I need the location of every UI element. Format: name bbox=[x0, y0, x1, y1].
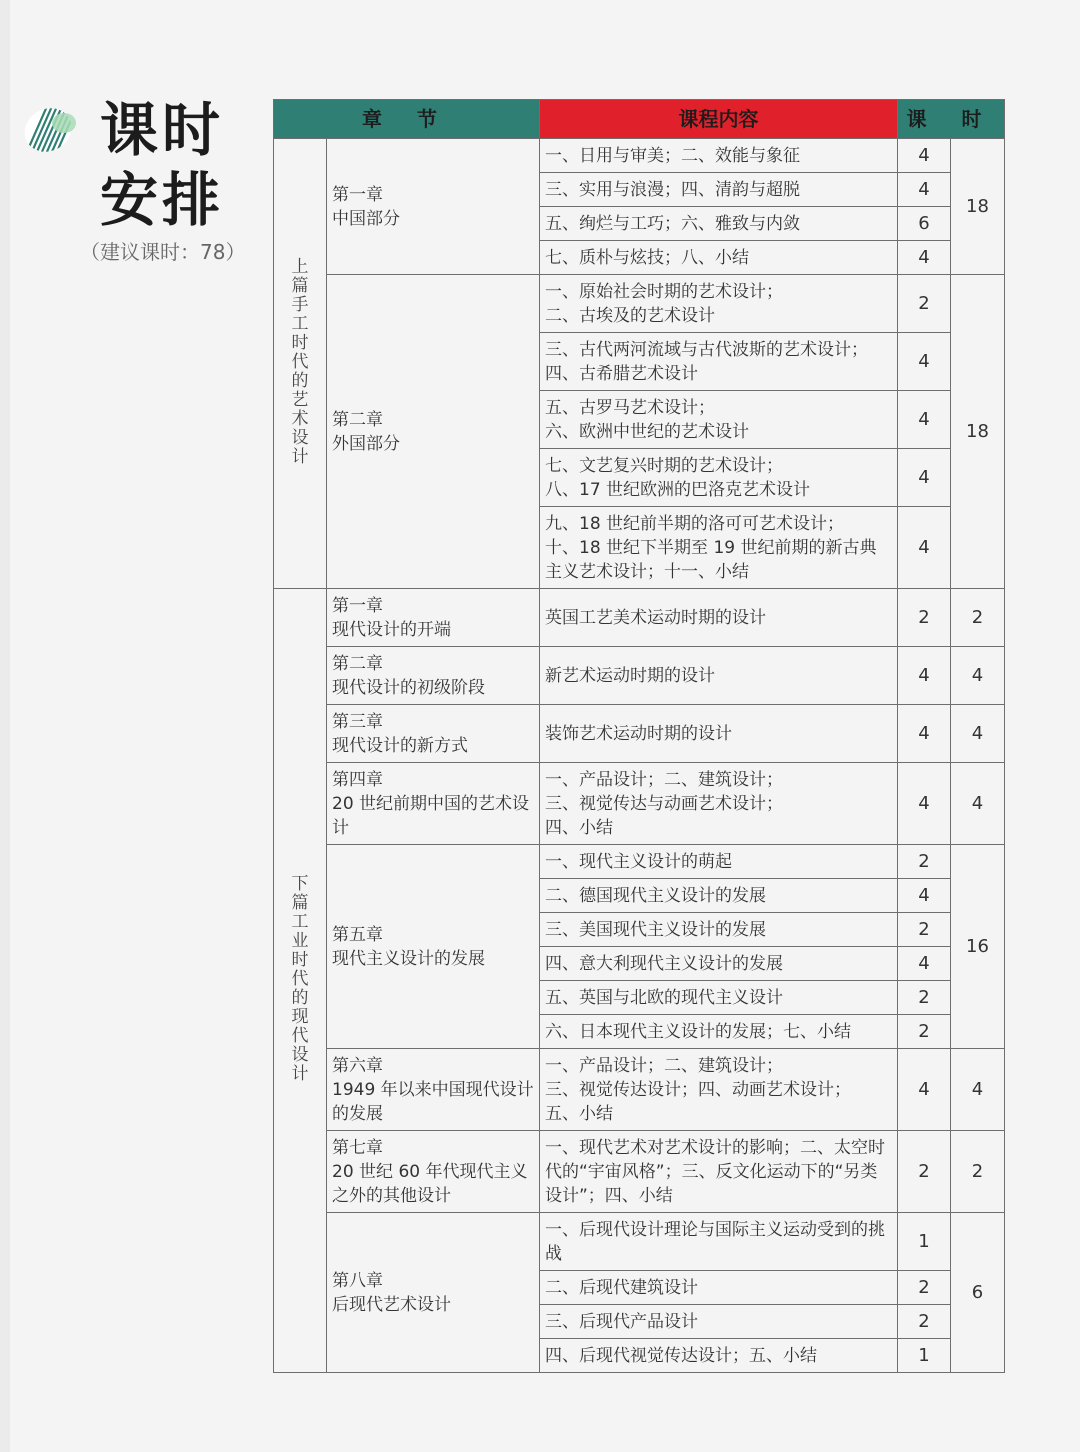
content-cell: 英国工艺美术运动时期的设计 bbox=[540, 589, 898, 647]
content-cell: 一、产品设计；二、建筑设计； 三、视觉传达与动画艺术设计； 四、小结 bbox=[540, 763, 898, 845]
content-cell: 二、后现代建筑设计 bbox=[540, 1271, 898, 1305]
subtotal-cell: 2 bbox=[951, 1131, 1005, 1213]
chapter-cell: 第二章 外国部分 bbox=[327, 275, 540, 589]
part-upper bbox=[274, 139, 327, 589]
chapter-cell: 第四章 20 世纪前期中国的艺术设计 bbox=[327, 763, 540, 845]
table-row bbox=[274, 1131, 1005, 1213]
hours-cell: 4 bbox=[898, 647, 951, 705]
content-cell: 一、原始社会时期的艺术设计； 二、古埃及的艺术设计 bbox=[540, 275, 898, 333]
hours-cell: 4 bbox=[898, 879, 951, 913]
table-row bbox=[274, 589, 1005, 647]
table-row bbox=[274, 647, 1005, 705]
part-label: 下篇 工业时代的现代设计 bbox=[291, 874, 309, 1084]
hours-cell: 4 bbox=[898, 763, 951, 845]
part-label: 上篇 手工时代的艺术设计 bbox=[291, 257, 309, 467]
content-cell: 一、后现代设计理论与国际主义运动受到的挑战 bbox=[540, 1213, 898, 1271]
content-cell: 装饰艺术运动时期的设计 bbox=[540, 705, 898, 763]
subtotal-cell: 4 bbox=[951, 647, 1005, 705]
content-cell: 五、英国与北欧的现代主义设计 bbox=[540, 981, 898, 1015]
hours-cell: 4 bbox=[898, 241, 951, 275]
col-content: 课程内容 bbox=[540, 100, 898, 139]
page-edge bbox=[0, 0, 10, 1452]
part-lower bbox=[274, 589, 327, 1373]
hours-cell: 2 bbox=[898, 1271, 951, 1305]
striped-leaf-logo bbox=[22, 104, 80, 154]
chapter-cell: 第六章 1949 年以来中国现代设计的发展 bbox=[327, 1049, 540, 1131]
hours-cell: 2 bbox=[898, 1015, 951, 1049]
col-chapter: 章 节 bbox=[274, 100, 540, 139]
chapter-cell: 第二章 现代设计的初级阶段 bbox=[327, 647, 540, 705]
hours-cell: 2 bbox=[898, 913, 951, 947]
subtotal-cell: 18 bbox=[951, 275, 1005, 589]
hours-cell: 4 bbox=[898, 173, 951, 207]
hours-cell: 2 bbox=[898, 1131, 951, 1213]
content-cell: 六、日本现代主义设计的发展；七、小结 bbox=[540, 1015, 898, 1049]
subtotal-cell: 16 bbox=[951, 845, 1005, 1049]
hours-cell: 1 bbox=[898, 1213, 951, 1271]
content-cell: 四、后现代视觉传达设计；五、小结 bbox=[540, 1339, 898, 1373]
chapter-cell: 第三章 现代设计的新方式 bbox=[327, 705, 540, 763]
content-cell: 四、意大利现代主义设计的发展 bbox=[540, 947, 898, 981]
hours-cell: 1 bbox=[898, 1339, 951, 1373]
hours-cell: 2 bbox=[898, 981, 951, 1015]
subtotal-cell: 4 bbox=[951, 1049, 1005, 1131]
content-cell: 新艺术运动时期的设计 bbox=[540, 647, 898, 705]
table-row bbox=[274, 705, 1005, 763]
content-cell: 二、德国现代主义设计的发展 bbox=[540, 879, 898, 913]
suggested-hours: （建议课时：78） bbox=[80, 240, 246, 264]
content-cell: 一、现代主义设计的萌起 bbox=[540, 845, 898, 879]
subtotal-cell: 4 bbox=[951, 705, 1005, 763]
page-title-line1: 课时 bbox=[100, 96, 225, 164]
content-cell: 七、质朴与炫技；八、小结 bbox=[540, 241, 898, 275]
table-row bbox=[274, 1049, 1005, 1131]
hours-cell: 4 bbox=[898, 391, 951, 449]
hours-cell: 4 bbox=[898, 947, 951, 981]
table-row bbox=[274, 845, 1005, 879]
hours-cell: 4 bbox=[898, 705, 951, 763]
content-cell: 五、绚烂与工巧；六、雅致与内敛 bbox=[540, 207, 898, 241]
subtotal-cell: 2 bbox=[951, 589, 1005, 647]
content-cell: 一、产品设计；二、建筑设计； 三、视觉传达设计；四、动画艺术设计； 五、小结 bbox=[540, 1049, 898, 1131]
schedule-table bbox=[273, 99, 1005, 1373]
hours-cell: 2 bbox=[898, 845, 951, 879]
hours-cell: 4 bbox=[898, 507, 951, 589]
table-row bbox=[274, 1213, 1005, 1271]
subtotal-cell: 4 bbox=[951, 763, 1005, 845]
table-row bbox=[274, 763, 1005, 845]
hours-cell: 4 bbox=[898, 139, 951, 173]
content-cell: 三、古代两河流域与古代波斯的艺术设计； 四、古希腊艺术设计 bbox=[540, 333, 898, 391]
content-cell: 一、日用与审美；二、效能与象征 bbox=[540, 139, 898, 173]
chapter-cell: 第五章 现代主义设计的发展 bbox=[327, 845, 540, 1049]
table-header bbox=[274, 100, 1005, 139]
subtotal-cell: 18 bbox=[951, 139, 1005, 275]
content-cell: 七、文艺复兴时期的艺术设计； 八、17 世纪欧洲的巴洛克艺术设计 bbox=[540, 449, 898, 507]
hours-cell: 6 bbox=[898, 207, 951, 241]
hours-cell: 4 bbox=[898, 333, 951, 391]
chapter-cell: 第七章 20 世纪 60 年代现代主义之外的其他设计 bbox=[327, 1131, 540, 1213]
content-cell: 五、古罗马艺术设计； 六、欧洲中世纪的艺术设计 bbox=[540, 391, 898, 449]
chapter-cell: 第一章 中国部分 bbox=[327, 139, 540, 275]
table-row bbox=[274, 139, 1005, 173]
table-row bbox=[274, 275, 1005, 333]
subtotal-cell: 6 bbox=[951, 1213, 1005, 1373]
content-cell: 三、实用与浪漫；四、清韵与超脱 bbox=[540, 173, 898, 207]
hours-cell: 4 bbox=[898, 1049, 951, 1131]
col-hours: 课 时 bbox=[898, 100, 1005, 139]
content-cell: 九、18 世纪前半期的洛可可艺术设计； 十、18 世纪下半期至 19 世纪前期的新古典主义艺术设计；十一、小结 bbox=[540, 507, 898, 589]
chapter-cell: 第八章 后现代艺术设计 bbox=[327, 1213, 540, 1373]
page-title-line2: 安排 bbox=[100, 166, 225, 234]
hours-cell: 4 bbox=[898, 449, 951, 507]
content-cell: 三、美国现代主义设计的发展 bbox=[540, 913, 898, 947]
content-cell: 一、现代艺术对艺术设计的影响；二、太空时代的“宇宙风格”；三、反文化运动下的“另类设计”；四、小结 bbox=[540, 1131, 898, 1213]
hours-cell: 2 bbox=[898, 589, 951, 647]
chapter-cell: 第一章 现代设计的开端 bbox=[327, 589, 540, 647]
hours-cell: 2 bbox=[898, 1305, 951, 1339]
content-cell: 三、后现代产品设计 bbox=[540, 1305, 898, 1339]
hours-cell: 2 bbox=[898, 275, 951, 333]
